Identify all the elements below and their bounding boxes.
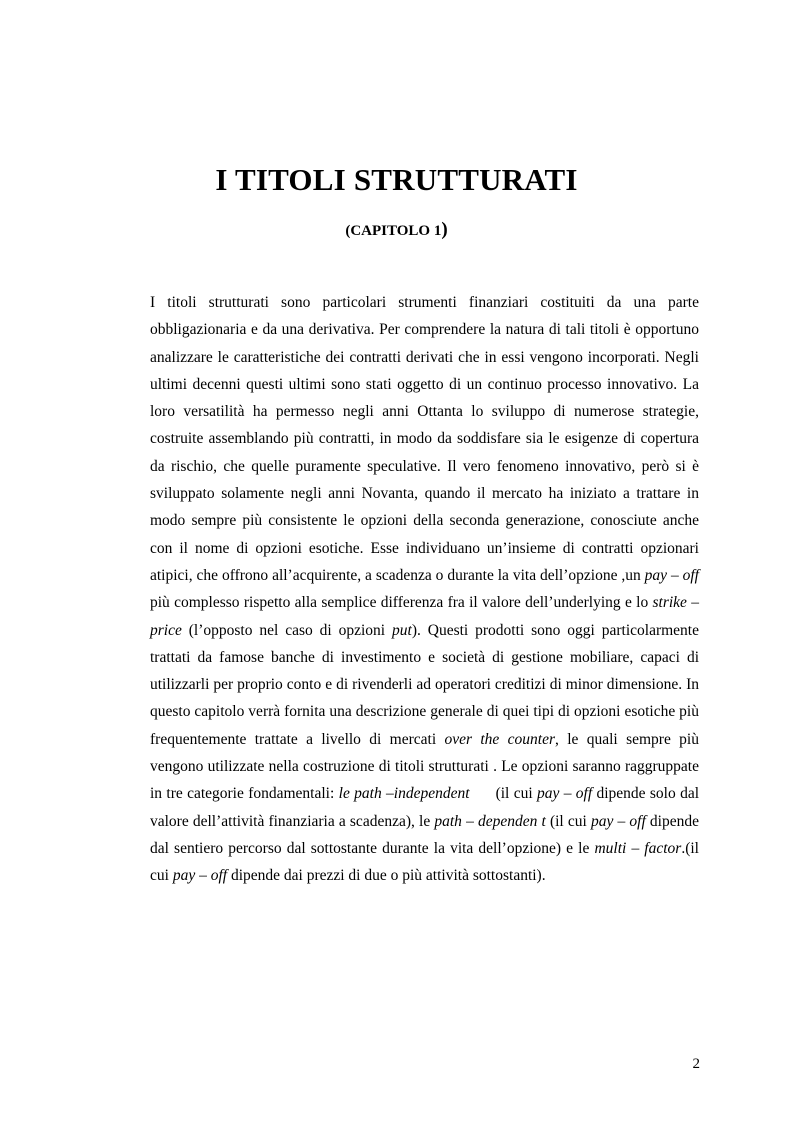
page-title: I TITOLI STRUTTURATI <box>215 162 578 197</box>
body-paragraph <box>150 289 699 890</box>
paragraph-run: dipende solo dal valore dell’attività finanziaria a scadenza), le <box>150 785 700 830</box>
chapter-subtitle-main: (CAPITOLO 1 <box>345 223 442 239</box>
paragraph-run: dipende dai prezzi di due o più attività sottostanti). <box>227 867 546 885</box>
paragraph-run: (l’opposto nel caso di opzioni <box>181 621 392 639</box>
paragraph-run: .(il cui <box>150 839 699 885</box>
paragraph-run-italic: multi – factor <box>594 839 682 857</box>
paragraph-run-italic: le path –independent <box>338 785 470 803</box>
paragraph-run-italic: strike – price <box>150 594 699 639</box>
paragraph-run-italic: put <box>392 621 412 639</box>
paragraph-run: più complesso rispetto alla semplice differenza fra il valore dell’underlying e lo <box>150 594 653 612</box>
page-number: 2 <box>692 1056 700 1072</box>
paragraph-run-italic: pay – off <box>536 785 593 803</box>
paragraph-run: dipende dal sentiero percorso dal sottostante durante la vita dell’opzione) e le <box>150 812 699 857</box>
paragraph-run: ). Questi prodotti sono oggi particolarmente trattati da famose banche di investimento e società di gestione mobiliare, capaci di utilizzarli per proprio conto e di rivenderli ad operatori creditizi di minor dimensione. In questo capitolo verrà fornita una descrizione generale di quei tipi di opzioni esotiche più frequentemente trattate a livello di mercati <box>150 621 699 748</box>
paragraph-run: I titoli strutturati sono particolari strumenti finanziari costituiti da una parte obbligazionaria e da una derivativa. Per comprendere la natura di tali titoli è opportuno analizzare le caratteristiche dei contratti derivati che in essi vengono incorporati. Negli ultimi decenni questi ultimi sono stati oggetto di un continuo processo innovativo. La loro versatilità ha permesso negli anni Ottanta lo sviluppo di numerose strategie, costruite assemblando più contratti, in modo da soddisfare sia le esigenze di copertura da rischio, che quelle puramente speculative. Il vero fenomeno innovativo, però si è sviluppato solamente negli anni Novanta, quando il mercato ha iniziato a trattare in modo sempre più consistente le opzioni della seconda generazione, conosciute anche con il nome di opzioni esotiche. Esse individuano un’insieme di contratti opzionari atipici, che offrono all’acquirente, a scadenza o durante la vita dell’opzione ,un <box>150 294 699 584</box>
paragraph-run-italic: over the counter <box>444 730 555 748</box>
paragraph-run: , le quali sempre più vengono utilizzate nella costruzione di titoli strutturati . Le opzioni saranno raggruppate in tre categorie fondamentali: <box>150 730 699 803</box>
paragraph-run: (il cui <box>469 785 537 803</box>
paragraph-run-italic: pay – off <box>172 867 228 885</box>
chapter-subtitle <box>0 219 793 241</box>
paragraph-run-italic: pay – off <box>644 566 699 584</box>
paragraph-run-italic: pay – off <box>590 812 646 830</box>
chapter-subtitle-close: ) <box>441 219 448 240</box>
paragraph-run: (il cui <box>545 812 591 830</box>
paragraph-run-italic: path – dependen t <box>434 812 546 830</box>
